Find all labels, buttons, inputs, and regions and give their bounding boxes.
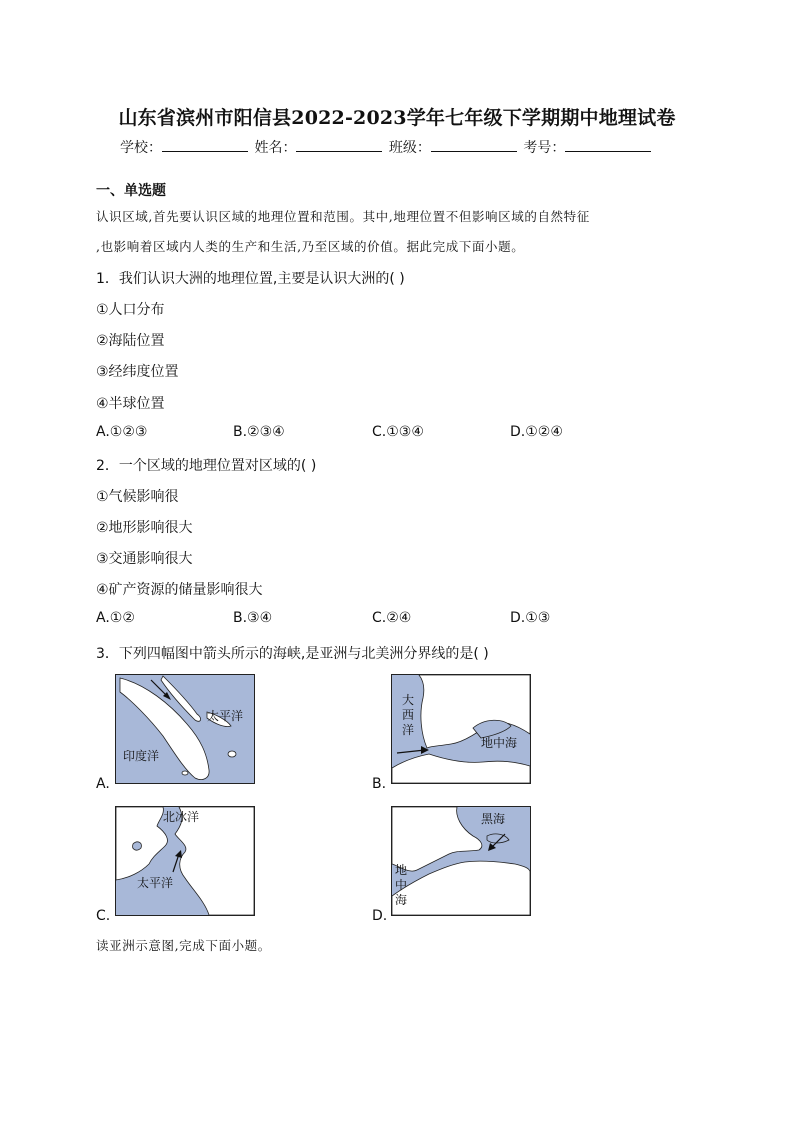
q2-item-3: ③交通影响很大 bbox=[96, 551, 193, 567]
map-a-ocean2: 印度洋 bbox=[123, 749, 160, 763]
number-label: 考号： bbox=[523, 140, 566, 156]
name-blank[interactable] bbox=[296, 139, 382, 152]
question-3-stem: 3．下列四幅图中箭头所示的海峡,是亚洲与北美洲分界线的是( ) bbox=[96, 646, 489, 662]
q2-option-a[interactable]: A.①② bbox=[96, 610, 135, 626]
question-1-stem: 1．我们认识大洲的地理位置,主要是认识大洲的( ) bbox=[96, 271, 405, 287]
exam-title: 山东省滨州市阳信县2022-2023学年七年级下学期期中地理试卷 bbox=[118, 107, 676, 129]
map-c-strait[interactable] bbox=[115, 806, 255, 916]
map-c-ocean2: 太平洋 bbox=[137, 876, 174, 890]
map-a-strait[interactable] bbox=[115, 674, 255, 784]
map-d-ocean1: 黑海 bbox=[481, 812, 506, 826]
class-blank[interactable] bbox=[431, 139, 517, 152]
map-d-ocean2-line2: 中 bbox=[395, 878, 408, 892]
q1-item-3: ③经纬度位置 bbox=[96, 364, 179, 380]
q1-option-c[interactable]: C.①③④ bbox=[372, 424, 424, 440]
q2-item-2: ②地形影响很大 bbox=[96, 520, 193, 536]
q1-item-4: ④半球位置 bbox=[96, 396, 165, 412]
q1-option-a[interactable]: A.①②③ bbox=[96, 424, 148, 440]
q2-option-d[interactable]: D.①③ bbox=[510, 610, 551, 626]
map-b-ocean1-line1: 大 bbox=[402, 693, 415, 707]
map-d-strait[interactable] bbox=[391, 806, 531, 916]
number-blank[interactable] bbox=[565, 139, 651, 152]
q3-option-c-letter[interactable]: C. bbox=[96, 908, 111, 924]
school-label: 学校： bbox=[120, 140, 162, 156]
question-2-stem: 2．一个区域的地理位置对区域的( ) bbox=[96, 458, 317, 474]
class-label: 班级： bbox=[388, 140, 431, 156]
q2-option-b[interactable]: B.③④ bbox=[233, 610, 273, 626]
passage-2: 读亚洲示意图,完成下面小题。 bbox=[96, 938, 271, 953]
passage-line-2: ,也影响着区域内人类的生产和生活,乃至区域的价值。据此完成下面小题。 bbox=[96, 239, 525, 254]
name-label: 姓名： bbox=[254, 140, 297, 156]
q2-item-4: ④矿产资源的储量影响很大 bbox=[96, 582, 263, 598]
map-b-ocean1-line2: 西 bbox=[402, 708, 415, 722]
map-b-ocean1-line3: 洋 bbox=[402, 723, 415, 737]
section-heading: 一、单选题 bbox=[96, 183, 166, 199]
map-d-ocean2-line1: 地 bbox=[395, 863, 408, 877]
q1-item-2: ②海陆位置 bbox=[96, 333, 165, 349]
map-b-ocean2: 地中海 bbox=[481, 736, 518, 750]
q3-option-a-letter[interactable]: A. bbox=[96, 776, 110, 792]
q3-option-b-letter[interactable]: B. bbox=[372, 776, 387, 792]
q1-option-b[interactable]: B.②③④ bbox=[233, 424, 285, 440]
q2-option-c[interactable]: C.②④ bbox=[372, 610, 412, 626]
q1-item-1: ①人口分布 bbox=[96, 302, 165, 318]
map-b-strait[interactable] bbox=[391, 674, 531, 784]
student-info-line bbox=[120, 137, 653, 157]
passage-line-1: 认识区域,首先要认识区域的地理位置和范围。其中,地理位置不但影响区域的自然特征 bbox=[96, 209, 590, 224]
map-d-ocean2-line3: 海 bbox=[395, 893, 408, 907]
q2-item-1: ①气候影响很 bbox=[96, 489, 179, 505]
map-c-ocean1: 北冰洋 bbox=[163, 810, 200, 824]
q3-option-d-letter[interactable]: D. bbox=[372, 908, 388, 924]
map-a-ocean1: 太平洋 bbox=[207, 709, 244, 723]
q1-option-d[interactable]: D.①②④ bbox=[510, 424, 563, 440]
school-blank[interactable] bbox=[162, 139, 248, 152]
